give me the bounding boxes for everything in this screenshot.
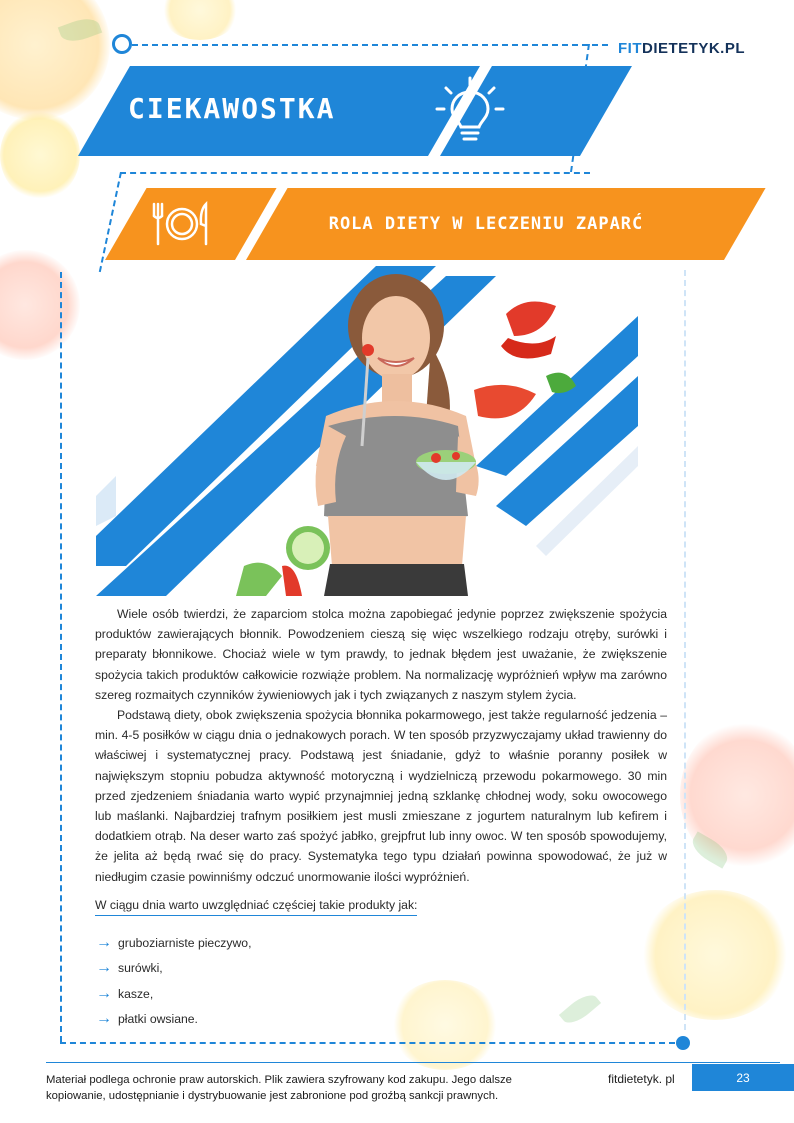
logo-fit: FIT <box>618 40 642 57</box>
product-list <box>96 930 251 1032</box>
arrow-right-icon: → <box>96 933 112 951</box>
banner-title: CIEKAWOSTKA <box>128 92 336 125</box>
paragraph-2: Podstawą diety, obok zwiększenia spożycia błonnika pokarmowego, jest także regularność jedzenia – min. 4-5 posiłków w ciągu dnia o jednakowych porach. W ten sposób przyzwyczajamy układ trawienny do właściwej i systematycznej pracy. Podstawą jest śniadanie, gdyż to właśnie poranny posiłek w największym stopniu pobudza aktywność motoryczną i wydzielniczą przewodu pokarmowego. 30 min przed zjedzeniem śniadania warto wypić przynajmniej jedną szklankę chłodnej wody, soku owocowego lub maślanki. Najbardziej trafnym posiłkiem jest musli zmieszane z jogurtem naturalnym lub kefirem i dodatkiem otrąb. Na deser warto zaś spożyć jabłko, grejpfrut lub inny owoc. W ten sposób spowodujemy, że jelita aż będą rwać się do pracy. Systematyka tego typu działań powinna spowodować, że już w niedługim czasie powinniśmy odczuć unormowanie ilości wypróżnień. <box>95 708 667 884</box>
frame-dot <box>676 1036 690 1050</box>
frame-ring <box>112 34 132 54</box>
lemon-decoration <box>640 890 790 1020</box>
copyright-notice <box>46 1072 566 1104</box>
arrow-right-icon: → <box>96 984 112 1002</box>
paragraph-1: Wiele osób twierdzi, że zaparciom stolca można zapobiegać jedynie poprzez zwiększenie spożycia produktów zawierających błonnik. Powodzeniem cieszą się więc wszelkiego rodzaju otręby, surówki i preparaty błonnikowe. Chociaż wiele w tym prawdy, to jednak błędem jest uważanie, że zwiększenie spożycia takich produktów całkowicie rozwiąże problem. Na normalizację wypróżnień wpływ ma zarówno szereg rozmaitych czynników żywieniowych jak i tych związanych z naszym stylem życia. <box>95 607 667 702</box>
list-item <box>96 981 251 1007</box>
arrow-right-icon: → <box>96 959 112 977</box>
page-number: 23 <box>736 1070 750 1085</box>
orange-decoration <box>0 0 110 120</box>
frame-bottom-line <box>60 1042 675 1044</box>
lightbulb-icon <box>432 74 508 146</box>
page-number-badge <box>692 1064 794 1091</box>
list-item <box>96 930 251 956</box>
list-intro: W ciągu dnia warto uwzględniać częściej takie produkty jak: <box>95 898 417 916</box>
copyright-line-1: Materiał podlega ochronie praw autorskich. Plik zawiera szyfrowany kod zakupu. Jego dalsze <box>46 1074 512 1086</box>
lemon-decoration <box>160 0 240 40</box>
copyright-line-2: kopiowanie, udostępnianie i dystrybuowanie jest zabronione pod groźbą sankcji prawnych. <box>46 1090 499 1102</box>
footer-site-link[interactable]: fitdietetyk. pl <box>608 1072 675 1086</box>
arrow-right-icon: → <box>96 1010 112 1028</box>
frame-right-line <box>684 270 686 1030</box>
frame-middle-line <box>120 172 590 174</box>
lemon-decoration <box>390 980 500 1070</box>
woman-salad-photo <box>96 266 638 596</box>
logo-rest: DIETETYK.PL <box>642 40 746 57</box>
grapefruit-decoration <box>0 250 80 360</box>
lemon-decoration <box>0 110 80 200</box>
list-item-label: surówki, <box>118 961 163 976</box>
plate-cutlery-icon <box>152 198 212 250</box>
frame-left-line <box>60 272 62 1042</box>
article-body <box>95 604 667 887</box>
list-item-label: płatki owsiane. <box>118 1012 198 1027</box>
footer-divider <box>46 1062 780 1063</box>
list-item-label: kasze, <box>118 986 154 1001</box>
leaf-decoration <box>559 989 601 1029</box>
list-item <box>96 1007 251 1033</box>
frame-top-line <box>132 44 608 46</box>
subtitle-title: ROLA DIETY W LECZENIU ZAPARĆ <box>328 214 644 234</box>
list-item-label: gruboziarniste pieczywo, <box>118 935 252 950</box>
list-item <box>96 956 251 982</box>
site-logo <box>618 40 745 57</box>
